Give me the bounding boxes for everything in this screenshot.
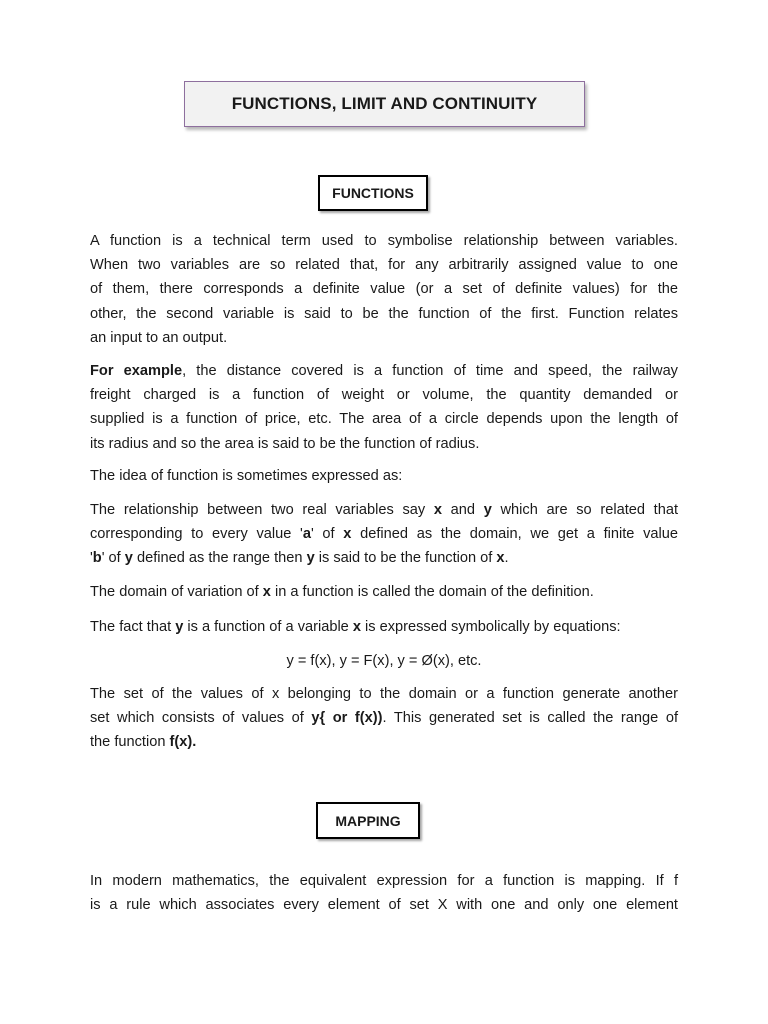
- paragraph-fact: [90, 615, 678, 639]
- paragraph-function-definition: [90, 229, 678, 350]
- section-heading-mapping: MAPPING: [316, 802, 420, 839]
- text-line: The set of the values of x belonging to the domain or a function generate another: [90, 686, 678, 702]
- text-span: defined as the range then: [132, 550, 307, 567]
- text-span: which are so related that: [491, 502, 678, 518]
- document-title: FUNCTIONS, LIMIT AND CONTINUITY: [184, 81, 585, 127]
- text-span: defined as the domain, we get a finite value: [351, 526, 678, 543]
- paragraph-idea: [90, 464, 678, 488]
- text-line: When two variables are so related that, for any arbitrarily assigned value to one: [90, 257, 678, 274]
- paragraph-mapping: [90, 869, 678, 917]
- text-span: is a function of a variable: [183, 619, 353, 635]
- text-span: ': [90, 550, 93, 567]
- text-line: [90, 359, 678, 383]
- text-span: ' of: [101, 550, 125, 567]
- paragraph-for-example: [90, 359, 678, 456]
- equation: [90, 649, 678, 673]
- text-line: an input to an output.: [90, 329, 228, 346]
- text-span: in a function is called the domain of the definition.: [270, 584, 594, 600]
- text-span: . This generated set is called the range of: [382, 710, 678, 727]
- text-span: corresponding to every value ': [90, 526, 303, 543]
- text-line: of them, there corresponds a definite value (or a set of definite values) for the: [90, 281, 678, 298]
- bold-var: y: [175, 619, 184, 635]
- bold-var: b: [92, 550, 102, 567]
- text-span: .: [504, 550, 509, 567]
- text-line: [90, 522, 678, 546]
- text-line: The idea of function is sometimes expressed as:: [90, 468, 403, 484]
- text-line: [90, 546, 678, 570]
- bold-var: x: [343, 526, 352, 543]
- text-line: freight charged is a function of weight or volume, the quantity demanded or: [90, 387, 678, 404]
- paragraph-domain: [90, 580, 678, 604]
- bold-var: y: [483, 502, 492, 518]
- bold-lead: For example: [90, 363, 183, 379]
- bold-var: x: [433, 502, 442, 518]
- section-heading-functions: FUNCTIONS: [318, 175, 428, 211]
- bold-var: x: [352, 619, 361, 635]
- text-line: its radius and so the area is said to be the function of radius.: [90, 435, 480, 452]
- text-line: [90, 730, 678, 754]
- bold-var: x: [496, 550, 505, 567]
- bold-expr: f(x).: [169, 734, 197, 751]
- text-line: A function is a technical term used to symbolise relationship between variables.: [90, 233, 678, 249]
- text-span: is expressed symbolically by equations:: [360, 619, 621, 635]
- text-span: set which consists of values of: [90, 710, 312, 727]
- bold-var: y: [124, 550, 133, 567]
- text-span: The domain of variation of: [90, 584, 263, 600]
- bold-var: a: [302, 526, 311, 543]
- text-line: supplied is a function of price, etc. The area of a circle depends upon the length of: [90, 411, 678, 428]
- text-span: , the distance covered is a function of time and speed, the railway: [182, 363, 678, 379]
- text-span: is said to be the function of: [314, 550, 497, 567]
- text-span: The relationship between two real variables say: [90, 502, 434, 518]
- text-span: and: [441, 502, 484, 518]
- bold-var: x: [262, 584, 271, 600]
- bold-var: y: [306, 550, 315, 567]
- text-line: is a rule which associates every element of set X with one and only one element: [90, 897, 678, 914]
- text-span: the function: [90, 734, 170, 751]
- text-span: The fact that: [90, 619, 176, 635]
- text-line: [90, 706, 678, 730]
- text-line: other, the second variable is said to be the function of the first. Function relates: [90, 305, 678, 322]
- paragraph-range: [90, 682, 678, 755]
- text-line: In modern mathematics, the equivalent expression for a function is mapping. If f: [90, 873, 678, 889]
- text-span: ' of: [310, 526, 344, 543]
- paragraph-relationship: [90, 498, 678, 571]
- equation-text: y = f(x), y = F(x), y = Ø(x), etc.: [286, 653, 482, 669]
- bold-expr: y{ or f(x)): [311, 710, 383, 727]
- text-line: [90, 498, 678, 522]
